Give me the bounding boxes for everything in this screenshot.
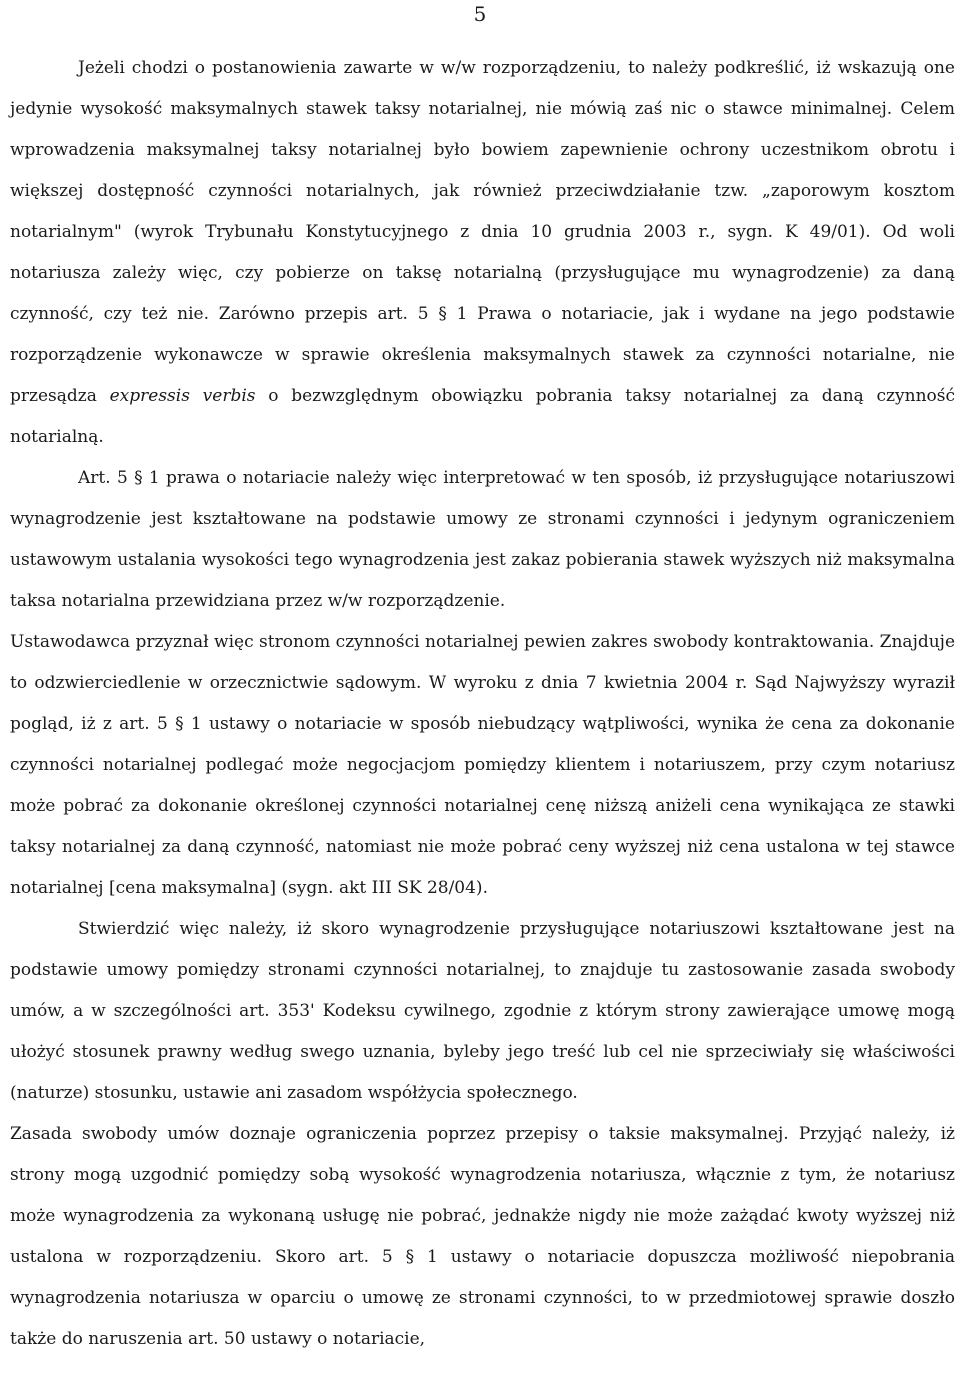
page-number: 5 — [473, 2, 487, 26]
paragraph-text: Stwierdzić więc należy, iż skoro wynagrodzenie przysługujące notariuszowi kształtowane jest na podstawie umowy pomiędzy stronami czynności notarialnej, to znajduje tu zastosowanie zasada swobody umów, a w szczególności art. 353' Kodeksu cywilnego, zgodnie z którym strony zawierające umowę mogą ułożyć stosunek prawny według swego uznania, byleby jego treść lub cel nie sprzeciwiały się właściwości (naturze) stosunku, ustawie ani zasadom współżycia społecznego. — [10, 919, 955, 1103]
paragraph-text: Art. 5 § 1 prawa o notariacie należy więc interpretować w ten sposób, iż przysługujące notariuszowi wynagrodzenie jest kształtowane na podstawie umowy ze stronami czynności i jedynym ograniczeniem ustawowym ustalania wysokości tego wynagrodzenia jest zakaz pobierania stawek wyższych niż maksymalna taksa notarialna przewidziana przez w/w rozporządzenie. — [10, 468, 955, 611]
paragraph-text: Zasada swobody umów doznaje ograniczenia poprzez przepisy o taksie maksymalnej. Przyjąć należy, iż strony mogą uzgodnić pomiędzy sobą wysokość wynagrodzenia notariusza, włącznie z tym, że notariusz może wynagrodzenia za wykonaną usługę nie pobrać, jednakże nigdy nie może zażądać kwoty wyższej niż ustalona w rozporządzeniu. Skoro art. 5 § 1 ustawy o notariacie dopuszcza możliwość niepobrania wynagrodzenia notariusza w oparciu o umowę ze stronami czynności, to w przedmiotowej sprawie doszło także do naruszenia art. 50 ustawy o notariacie, — [10, 1124, 955, 1349]
paragraph-text: Ustawodawca przyznał więc stronom czynności notarialnej pewien zakres swobody kontraktowania. Znajduje to odzwierciedlenie w orzecznictwie sądowym. W wyroku z dnia 7 kwietnia 2004 r. Sąd Najwyższy wyraził pogląd, iż z art. 5 § 1 ustawy o notariacie w sposób niebudzący wątpliwości, wynika że cena za dokonanie czynności notarialnej podlegać może negocjacjom pomiędzy klientem i notariuszem, przy czym notariusz może pobrać za dokonanie określonej czynności notarialnej cenę niższą aniżeli cena wynikająca ze stawki taksy notarialnej za daną czynność, natomiast nie może pobrać ceny wyższej niż cena ustalona w tej stawce notarialnej [cena maksymalna] (sygn. akt III SK 28/04). — [10, 632, 955, 898]
paragraph — [10, 622, 955, 909]
paragraph — [10, 48, 955, 458]
paragraph — [10, 909, 955, 1114]
paragraph — [10, 1114, 955, 1360]
paragraph-text: Jeżeli chodzi o postanowienia zawarte w w/w rozporządzeniu, to należy podkreślić, iż wskazują one jedynie wysokość maksymalnych stawek taksy notarialnej, nie mówią zaś nic o stawce minimalnej. Celem wprowadzenia maksymalnej taksy notarialnej było bowiem zapewnienie ochrony uczestnikom obrotu i większej dostępność czynności notarialnych, jak również przeciwdziałanie tzw. „zaporowym kosztom notarialnym" (wyrok Trybunału Konstytucyjnego z dnia 10 grudnia 2003 r., sygn. K 49/01). Od woli notariusza zależy więc, czy pobierze on taksę notarialną (przysługujące mu wynagrodzenie) za daną czynność, czy też nie. Zarówno przepis art. 5 § 1 Prawa o notariacie, jak i wydane na jego podstawie rozporządzenie wykonawcze w sprawie określenia maksymalnych stawek za czynności notarialne, nie przesądza — [10, 58, 955, 406]
document-body — [10, 48, 955, 1360]
paragraph-text: o bezwzględnym obowiązku pobrania taksy notarialnej za daną czynność notarialną. — [10, 386, 955, 447]
paragraph-italic-phrase: expressis verbis — [109, 386, 256, 406]
paragraph — [10, 458, 955, 622]
